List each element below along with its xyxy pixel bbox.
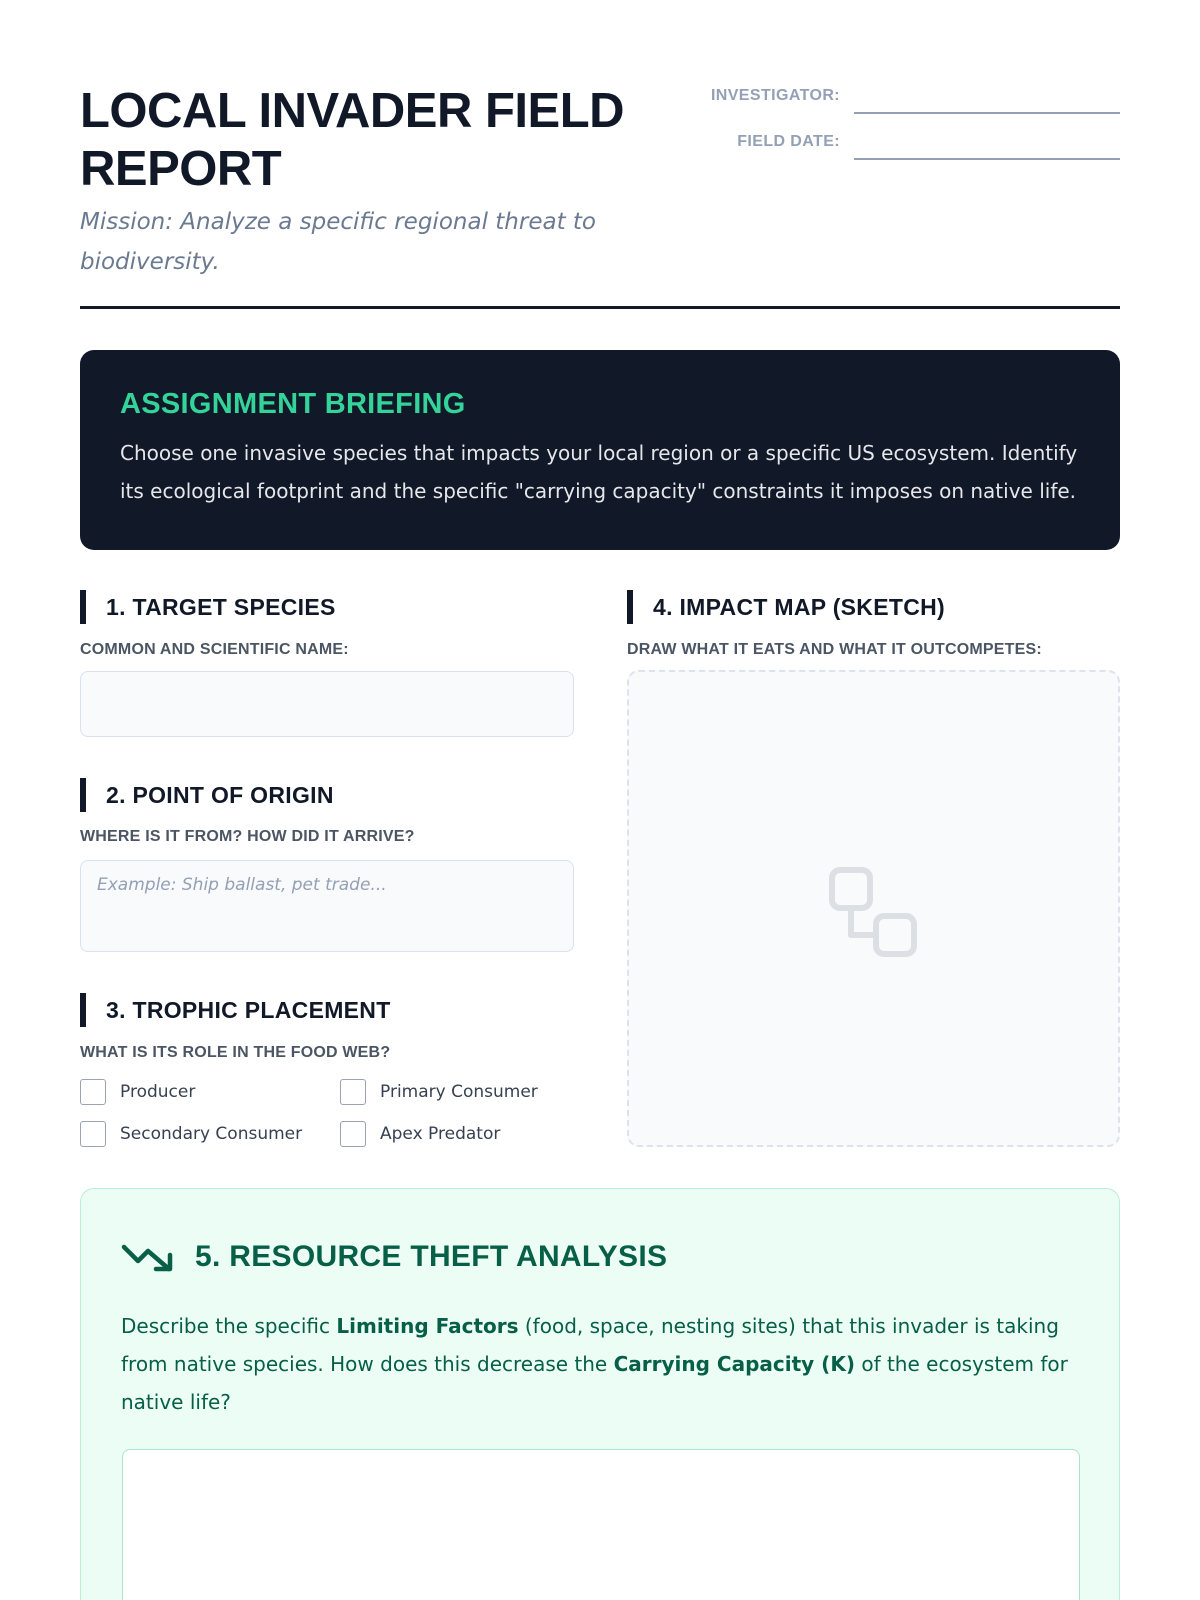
worksheet-page — [80, 0, 1120, 1600]
theft-answer-box[interactable] — [122, 1449, 1080, 1600]
resource-theft-section — [80, 1188, 1120, 1600]
trophic-placement-label: WHAT IS ITS ROLE IN THE FOOD WEB? — [80, 1044, 391, 1061]
section-title-impact-map: 4. IMPACT MAP (SKETCH) — [627, 590, 945, 624]
section-title-point-of-origin: 2. POINT OF ORIGIN — [80, 778, 334, 812]
point-of-origin-label: WHERE IS IT FROM? HOW DID IT ARRIVE? — [80, 828, 415, 845]
investigator-field[interactable] — [854, 112, 1120, 114]
trophic-options — [80, 1078, 600, 1178]
theft-text-2: (food, space, nesting sites) that this invader is taking from native species. How does this decrease the — [121, 1314, 1059, 1376]
theft-header — [121, 1237, 667, 1277]
theft-text-1: Describe the specific — [121, 1314, 337, 1338]
header-meta — [700, 80, 1120, 172]
option-label: Secondary Consumer — [120, 1124, 303, 1144]
option-primary-consumer[interactable] — [340, 1078, 538, 1106]
target-species-label: COMMON AND SCIENTIFIC NAME: — [80, 641, 349, 658]
carrying-capacity-term: Carrying Capacity (K) — [613, 1352, 855, 1376]
origin-input[interactable] — [80, 860, 574, 952]
checkbox[interactable] — [80, 1079, 106, 1105]
origin-placeholder: Example: Ship ballast, pet trade... — [97, 875, 387, 895]
option-apex-predator[interactable] — [340, 1120, 500, 1148]
option-producer[interactable] — [80, 1078, 195, 1106]
theft-prompt — [121, 1307, 1081, 1421]
checkbox[interactable] — [80, 1121, 106, 1147]
checkbox[interactable] — [340, 1121, 366, 1147]
report-header — [80, 80, 1120, 310]
impact-map-label: DRAW WHAT IT EATS AND WHAT IT OUTCOMPETES: — [627, 641, 1042, 658]
section-title-resource-theft: 5. RESOURCE THEFT ANALYSIS — [195, 1240, 668, 1273]
briefing-text: Choose one invasive species that impacts your local region or a specific US ecosystem. Identify its ecological footprint and the specific "carrying capacity" constraints it imposes on native life. — [120, 441, 1078, 503]
species-name-input[interactable] — [80, 671, 574, 737]
checkbox[interactable] — [340, 1079, 366, 1105]
field-date-label: FIELD DATE: — [737, 133, 840, 150]
theft-text-3: of the ecosystem for native life? — [121, 1352, 1068, 1414]
assignment-briefing — [80, 350, 1120, 550]
option-label: Primary Consumer — [380, 1082, 538, 1102]
page-title: LOCAL INVADER FIELD REPORT — [80, 84, 625, 196]
section-title-target-species: 1. TARGET SPECIES — [80, 590, 336, 624]
option-secondary-consumer[interactable] — [80, 1120, 302, 1148]
section-title-trophic-placement: 3. TROPHIC PLACEMENT — [80, 993, 391, 1027]
trending-down-icon — [121, 1241, 175, 1273]
limiting-factors-term: Limiting Factors — [336, 1314, 519, 1338]
investigator-row — [700, 80, 1120, 126]
investigator-label: INVESTIGATOR: — [710, 87, 840, 104]
briefing-title: ASSIGNMENT BRIEFING — [120, 388, 466, 420]
field-date-field[interactable] — [854, 158, 1120, 160]
header-divider — [80, 306, 1120, 309]
link-icon — [829, 867, 919, 957]
option-label: Producer — [120, 1082, 196, 1102]
mission-subtitle: Mission: Analyze a specific regional threat to biodiversity. — [80, 209, 596, 275]
option-label: Apex Predator — [380, 1124, 501, 1144]
field-date-row — [700, 126, 1120, 172]
impact-sketch-area[interactable] — [627, 670, 1120, 1147]
